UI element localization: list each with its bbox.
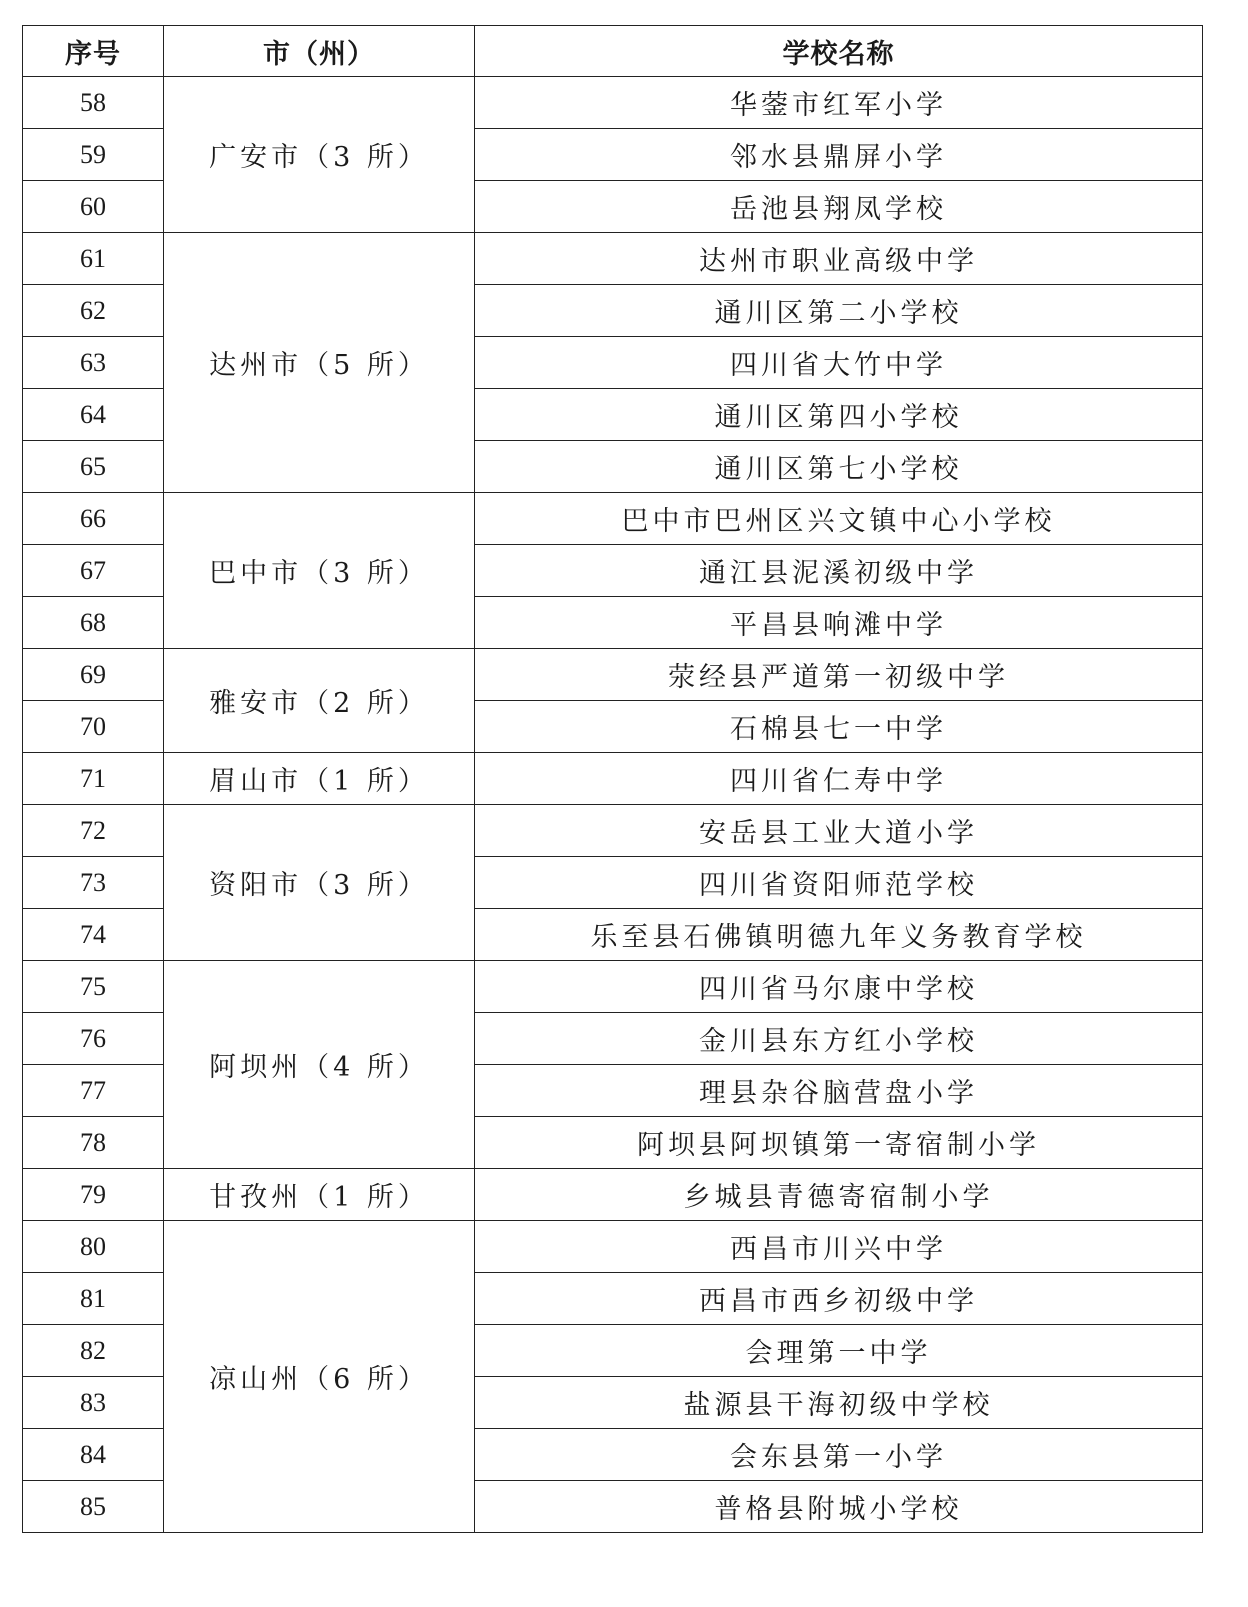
table-header [23,26,1203,77]
row-number: 78 [23,1117,164,1169]
row-number: 59 [23,129,164,181]
school-name: 四川省资阳师范学校 [475,857,1203,909]
table-row [23,233,1203,285]
header-row [23,26,1203,77]
header-school: 学校名称 [475,26,1203,77]
school-name: 西昌市川兴中学 [475,1221,1203,1273]
city-cell: 凉山州（6 所） [164,1221,475,1533]
school-name: 四川省大竹中学 [475,337,1203,389]
row-number: 58 [23,77,164,129]
school-name: 通川区第四小学校 [475,389,1203,441]
school-name: 会理第一中学 [475,1325,1203,1377]
table-row [23,805,1203,857]
school-list-table [22,25,1203,1533]
row-number: 77 [23,1065,164,1117]
school-name: 达州市职业高级中学 [475,233,1203,285]
header-city: 市（州） [164,26,475,77]
row-number: 62 [23,285,164,337]
table-body [23,77,1203,1533]
school-name: 乐至县石佛镇明德九年义务教育学校 [475,909,1203,961]
table-row [23,493,1203,545]
row-number: 82 [23,1325,164,1377]
row-number: 63 [23,337,164,389]
row-number: 66 [23,493,164,545]
school-name: 安岳县工业大道小学 [475,805,1203,857]
table-row [23,1169,1203,1221]
header-no: 序号 [23,26,164,77]
school-name: 四川省仁寿中学 [475,753,1203,805]
school-name: 会东县第一小学 [475,1429,1203,1481]
row-number: 65 [23,441,164,493]
school-name: 西昌市西乡初级中学 [475,1273,1203,1325]
row-number: 68 [23,597,164,649]
table-row [23,961,1203,1013]
table-row [23,649,1203,701]
school-name: 通川区第七小学校 [475,441,1203,493]
row-number: 74 [23,909,164,961]
city-cell: 达州市（5 所） [164,233,475,493]
row-number: 70 [23,701,164,753]
city-cell: 阿坝州（4 所） [164,961,475,1169]
school-name: 华蓥市红军小学 [475,77,1203,129]
table-row [23,1221,1203,1273]
city-cell: 眉山市（1 所） [164,753,475,805]
school-name: 平昌县响滩中学 [475,597,1203,649]
row-number: 76 [23,1013,164,1065]
city-cell: 资阳市（3 所） [164,805,475,961]
school-name: 通川区第二小学校 [475,285,1203,337]
school-name: 乡城县青德寄宿制小学 [475,1169,1203,1221]
row-number: 71 [23,753,164,805]
city-cell: 甘孜州（1 所） [164,1169,475,1221]
school-name: 巴中市巴州区兴文镇中心小学校 [475,493,1203,545]
school-name: 邻水县鼎屏小学 [475,129,1203,181]
row-number: 73 [23,857,164,909]
school-name: 通江县泥溪初级中学 [475,545,1203,597]
row-number: 85 [23,1481,164,1533]
row-number: 67 [23,545,164,597]
row-number: 81 [23,1273,164,1325]
row-number: 83 [23,1377,164,1429]
school-name: 盐源县干海初级中学校 [475,1377,1203,1429]
row-number: 80 [23,1221,164,1273]
city-cell: 巴中市（3 所） [164,493,475,649]
row-number: 61 [23,233,164,285]
row-number: 75 [23,961,164,1013]
row-number: 72 [23,805,164,857]
row-number: 79 [23,1169,164,1221]
school-name: 阿坝县阿坝镇第一寄宿制小学 [475,1117,1203,1169]
row-number: 64 [23,389,164,441]
row-number: 60 [23,181,164,233]
table-row [23,77,1203,129]
school-name: 四川省马尔康中学校 [475,961,1203,1013]
school-name: 岳池县翔凤学校 [475,181,1203,233]
row-number: 84 [23,1429,164,1481]
school-name: 理县杂谷脑营盘小学 [475,1065,1203,1117]
table-row [23,753,1203,805]
city-cell: 广安市（3 所） [164,77,475,233]
school-name: 荥经县严道第一初级中学 [475,649,1203,701]
school-name: 金川县东方红小学校 [475,1013,1203,1065]
school-name: 普格县附城小学校 [475,1481,1203,1533]
school-name: 石棉县七一中学 [475,701,1203,753]
row-number: 69 [23,649,164,701]
city-cell: 雅安市（2 所） [164,649,475,753]
